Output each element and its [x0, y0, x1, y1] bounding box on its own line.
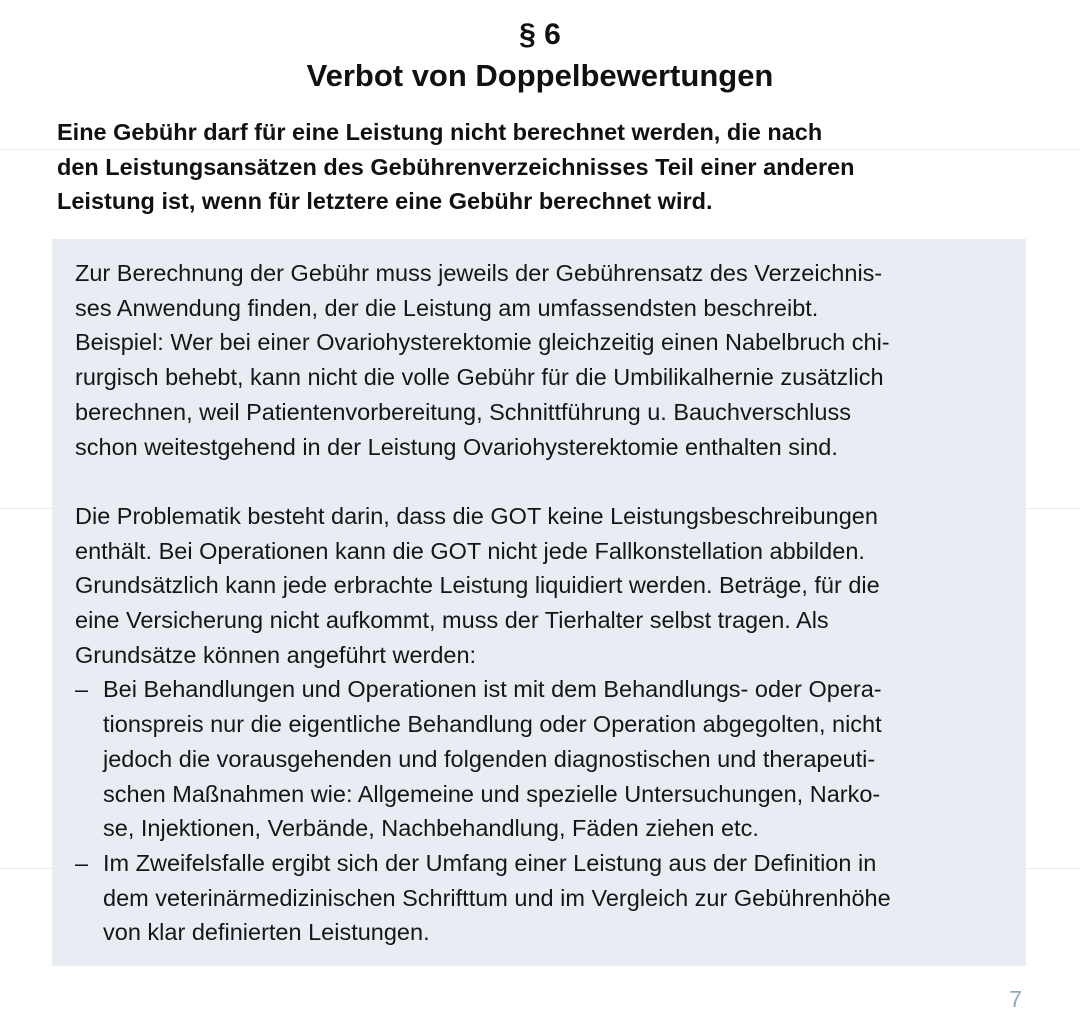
- commentary-line: berechnen, weil Patientenvorbereitung, Schnittführung u. Bauchverschluss: [75, 398, 851, 425]
- commentary-line: Grundsätze können angeführt werden:: [75, 641, 477, 668]
- commentary-line: schon weitestgehend in der Leistung Ovariohysterektomie enthalten sind.: [75, 433, 838, 460]
- commentary-paragraph-example: [75, 256, 1006, 464]
- dash-list-item: [75, 846, 1006, 950]
- dash-list-item: [75, 672, 1006, 846]
- section-title: Verbot von Doppelbewertungen: [306, 58, 774, 93]
- lead-line: Leistung ist, wenn für letztere eine Gebühr berechnet wird.: [57, 188, 713, 214]
- commentary-line: ses Anwendung finden, der die Leistung am umfassendsten beschreibt.: [75, 294, 819, 321]
- page-number: 7: [1009, 986, 1022, 1012]
- commentary-paragraph-problem: [75, 499, 1006, 673]
- dash-item-line: jedoch die vorausgehenden und folgenden diagnostischen und therapeuti-: [103, 745, 876, 772]
- commentary-box: [52, 239, 1026, 966]
- dash-item-line: von klar definierten Leistungen.: [103, 919, 430, 946]
- dash-item-line: schen Maßnahmen wie: Allgemeine und spezielle Untersuchungen, Narko-: [103, 780, 881, 807]
- dash-item-line: Bei Behandlungen und Operationen ist mit dem Behandlungs- oder Opera-: [103, 676, 882, 703]
- commentary-line: rurgisch behebt, kann nicht die volle Gebühr für die Umbilikalhernie zusätzlich: [75, 364, 884, 391]
- dash-item-line: Im Zweifelsfalle ergibt sich der Umfang einer Leistung aus der Definition in: [103, 849, 877, 876]
- dash-item-line: se, Injektionen, Verbände, Nachbehandlung, Fäden ziehen etc.: [103, 815, 759, 842]
- commentary-line: Grundsätzlich kann jede erbrachte Leistung liquidiert werden. Beträge, für die: [75, 572, 880, 599]
- paragraph-gap: [75, 464, 1006, 499]
- commentary-line: Beispiel: Wer bei einer Ovariohysterektomie gleichzeitig einen Nabelbruch chi-: [75, 329, 890, 356]
- dash-bullet: –: [75, 676, 89, 703]
- commentary-line: eine Versicherung nicht aufkommt, muss der Tierhalter selbst tragen. Als: [75, 607, 829, 634]
- dash-item-line: dem veterinärmedizinischen Schrifttum und im Vergleich zur Gebührenhöhe: [103, 884, 891, 911]
- section-number: § 6: [519, 18, 561, 51]
- commentary-line: Zur Berechnung der Gebühr muss jeweils der Gebührensatz des Verzeichnis-: [75, 260, 883, 286]
- lead-paragraph: [57, 115, 987, 219]
- dash-item-line: tionspreis nur die eigentliche Behandlung oder Operation abgegolten, nicht: [103, 711, 882, 738]
- lead-line: den Leistungsansätzen des Gebührenverzeichnisses Teil einer anderen: [57, 153, 855, 180]
- lead-line: Eine Gebühr darf für eine Leistung nicht berechnet werden, die nach: [57, 119, 823, 145]
- commentary-line: Die Problematik besteht darin, dass die GOT keine Leistungsbeschreibungen: [75, 502, 878, 529]
- dash-bullet: –: [75, 849, 89, 876]
- commentary-line: enthält. Bei Operationen kann die GOT nicht jede Fallkonstellation abbilden.: [75, 537, 865, 564]
